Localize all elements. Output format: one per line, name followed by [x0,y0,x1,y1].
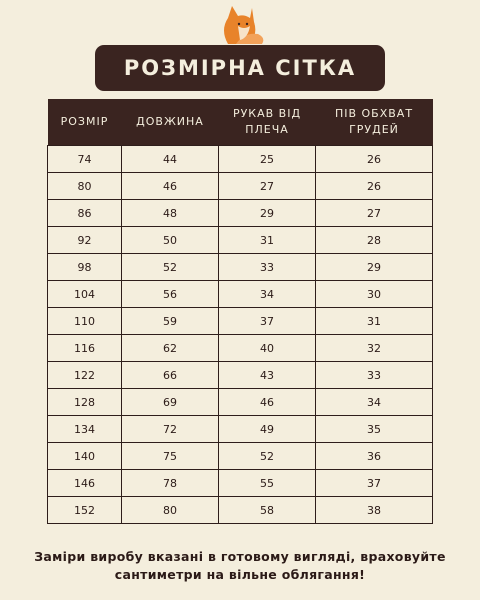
cell-sleeve: 34 [219,281,316,308]
cell-size: 92 [48,227,122,254]
cell-half-chest: 28 [316,227,433,254]
footnote [20,548,460,584]
cell-sleeve: 31 [219,227,316,254]
cell-sleeve: 27 [219,173,316,200]
header-half-chest: ПІВ ОБХВАТ ГРУДЕЙ [316,99,433,146]
cell-size: 98 [48,254,122,281]
cell-sleeve: 33 [219,254,316,281]
page-title: РОЗМІРНА СІТКА [123,56,357,80]
cell-half-chest: 38 [316,497,433,524]
cell-length: 78 [122,470,219,497]
table-row [48,146,433,173]
table-row [48,308,433,335]
cell-size: 128 [48,389,122,416]
cell-length: 46 [122,173,219,200]
table-row [48,362,433,389]
cell-sleeve: 43 [219,362,316,389]
table-row [48,335,433,362]
table-row [48,443,433,470]
cell-half-chest: 36 [316,443,433,470]
footnote-line-1: Заміри виробу вказані в готовому вигляді, враховуйте [34,549,446,564]
cell-sleeve: 25 [219,146,316,173]
header-sleeve: РУКАВ ВІД ПЛЕЧА [219,99,316,146]
cell-half-chest: 27 [316,200,433,227]
cell-half-chest: 31 [316,308,433,335]
cell-size: 110 [48,308,122,335]
cell-size: 74 [48,146,122,173]
table-row [48,416,433,443]
cell-half-chest: 30 [316,281,433,308]
table-row [48,173,433,200]
cell-sleeve: 37 [219,308,316,335]
cell-length: 75 [122,443,219,470]
cell-length: 69 [122,389,219,416]
cell-half-chest: 34 [316,389,433,416]
table-row [48,389,433,416]
cell-length: 62 [122,335,219,362]
cell-size: 116 [48,335,122,362]
cell-size: 152 [48,497,122,524]
cell-half-chest: 33 [316,362,433,389]
cell-half-chest: 37 [316,470,433,497]
footnote-line-2: сантиметри на вільне облягання! [114,567,366,582]
table-row [48,470,433,497]
table-row [48,200,433,227]
cell-half-chest: 26 [316,173,433,200]
cell-half-chest: 35 [316,416,433,443]
cell-size: 140 [48,443,122,470]
cell-length: 80 [122,497,219,524]
cell-half-chest: 32 [316,335,433,362]
cell-size: 86 [48,200,122,227]
header-length: ДОВЖИНА [122,99,219,146]
cell-sleeve: 29 [219,200,316,227]
cell-size: 104 [48,281,122,308]
cell-half-chest: 29 [316,254,433,281]
table-row [48,227,433,254]
table-row [48,254,433,281]
cell-sleeve: 55 [219,470,316,497]
cell-size: 122 [48,362,122,389]
cell-length: 56 [122,281,219,308]
cell-length: 50 [122,227,219,254]
cell-sleeve: 46 [219,389,316,416]
table-row [48,497,433,524]
cell-sleeve: 49 [219,416,316,443]
table-row [48,281,433,308]
cell-length: 52 [122,254,219,281]
cell-sleeve: 58 [219,497,316,524]
cell-length: 59 [122,308,219,335]
table-body [48,146,433,524]
header-size: РОЗМІР [48,99,122,146]
fox-logo-icon [214,4,266,48]
cell-size: 80 [48,173,122,200]
table-header [48,99,433,146]
size-chart-table [47,99,433,524]
cell-half-chest: 26 [316,146,433,173]
cell-length: 66 [122,362,219,389]
cell-size: 146 [48,470,122,497]
title-banner [95,45,385,91]
cell-size: 134 [48,416,122,443]
cell-length: 48 [122,200,219,227]
cell-sleeve: 40 [219,335,316,362]
cell-length: 44 [122,146,219,173]
cell-length: 72 [122,416,219,443]
cell-sleeve: 52 [219,443,316,470]
